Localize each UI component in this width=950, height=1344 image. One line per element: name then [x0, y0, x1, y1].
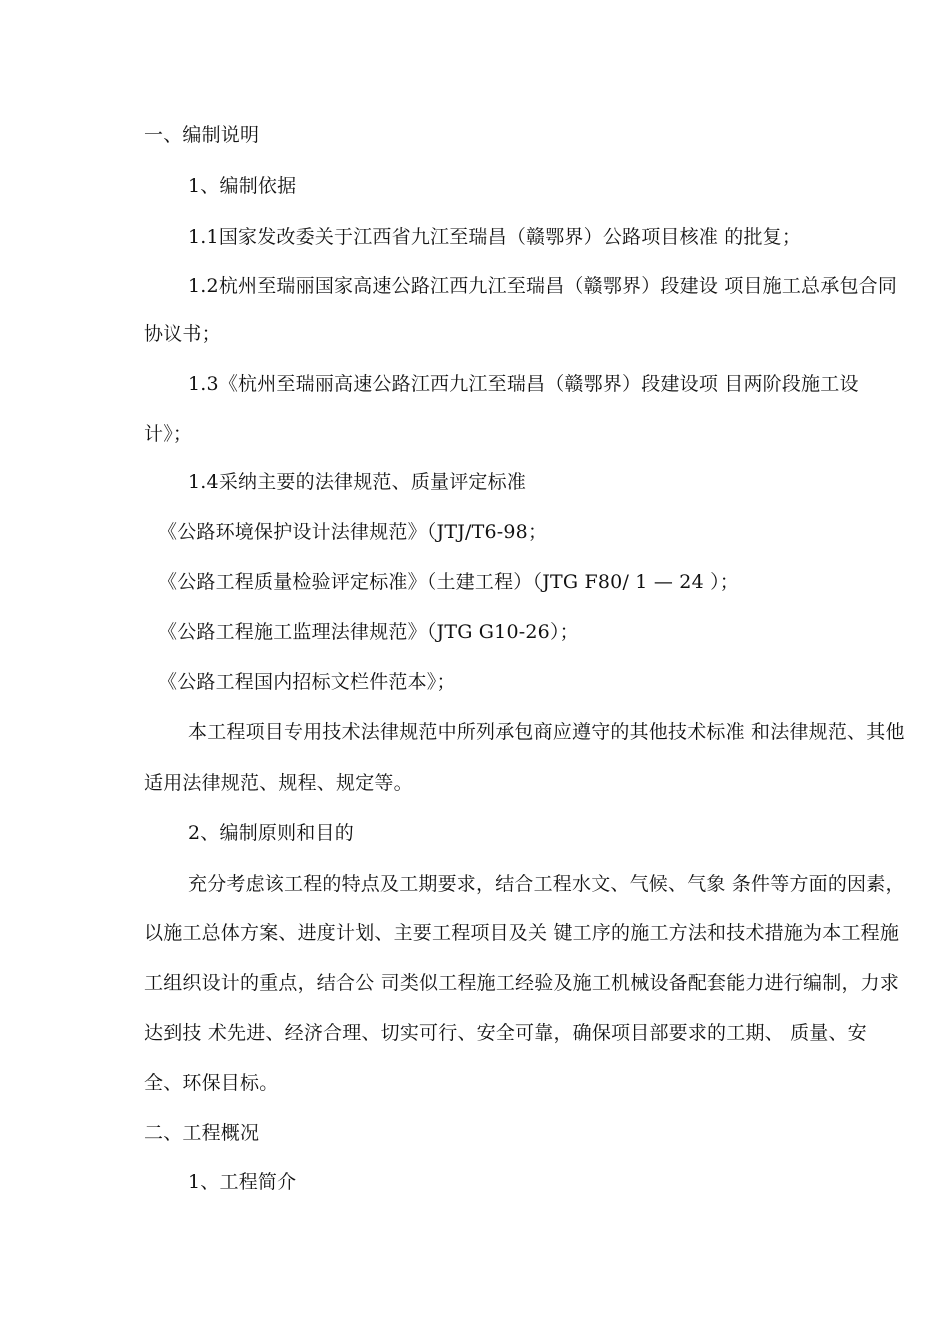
paragraph-principles-line-5: 全、环保目标。 — [144, 1072, 279, 1094]
standard-item-1: 《公路环境保护设计法律规范》（JTJ/T6-98； — [158, 521, 548, 543]
subsection-heading-1-1: 1、编制依据 — [188, 175, 297, 197]
standard-item-2: 《公路工程质量检验评定标准》（土建工程）（JTG F80/ 1 — 24 ）； — [158, 571, 739, 593]
basis-item-1-1: 1.1国家发改委关于江西省九江至瑞昌（赣鄂界）公路项目核准 的批复； — [188, 226, 802, 248]
basis-item-1-3-cont: 计》； — [144, 423, 193, 445]
basis-item-1-3: 1.3《杭州至瑞丽高速公路江西九江至瑞昌（赣鄂界）段建设项 目两阶段施工设 — [188, 373, 859, 395]
basis-item-1-2: 1.2杭州至瑞丽国家高速公路江西九江至瑞昌（赣鄂界）段建设 项目施工总承包合同 — [188, 275, 898, 297]
paragraph-standards: 本工程项目专用技术法律规范中所列承包商应遵守的其他技术标准 和法律规范、其他 — [188, 721, 905, 743]
basis-item-1-2-cont: 协议书； — [144, 323, 221, 345]
basis-item-1-4: 1.4采纳主要的法律规范、质量评定标准 — [188, 471, 527, 493]
paragraph-principles-line-1: 充分考虑该工程的特点及工期要求，结合工程水文、气候、气象 条件等方面的因素， — [188, 873, 905, 895]
subsection-heading-2: 2、编制原则和目的 — [188, 822, 354, 844]
subsection-heading-2-1: 1、工程简介 — [188, 1171, 297, 1193]
paragraph-standards-cont: 适用法律规范、规程、规定等。 — [144, 772, 413, 794]
section-heading-1: 一、编制说明 — [144, 124, 260, 146]
standard-item-4: 《公路工程国内招标文栏件范本》； — [158, 671, 456, 693]
section-heading-2: 二、工程概况 — [144, 1122, 260, 1144]
paragraph-principles-line-3: 工组织设计的重点，结合公 司类似工程施工经验及施工机械设备配套能力进行编制，力求 — [144, 972, 900, 994]
paragraph-principles-line-2: 以施工总体方案、进度计划、主要工程项目及关 键工序的施工方法和技术措施为本工程施 — [144, 922, 900, 944]
paragraph-principles-line-4: 达到技 术先进、经济合理、切实可行、安全可靠，确保项目部要求的工期、 质量、安 — [144, 1022, 867, 1044]
standard-item-3: 《公路工程施工监理法律规范》（JTG G10-26）； — [158, 621, 579, 643]
